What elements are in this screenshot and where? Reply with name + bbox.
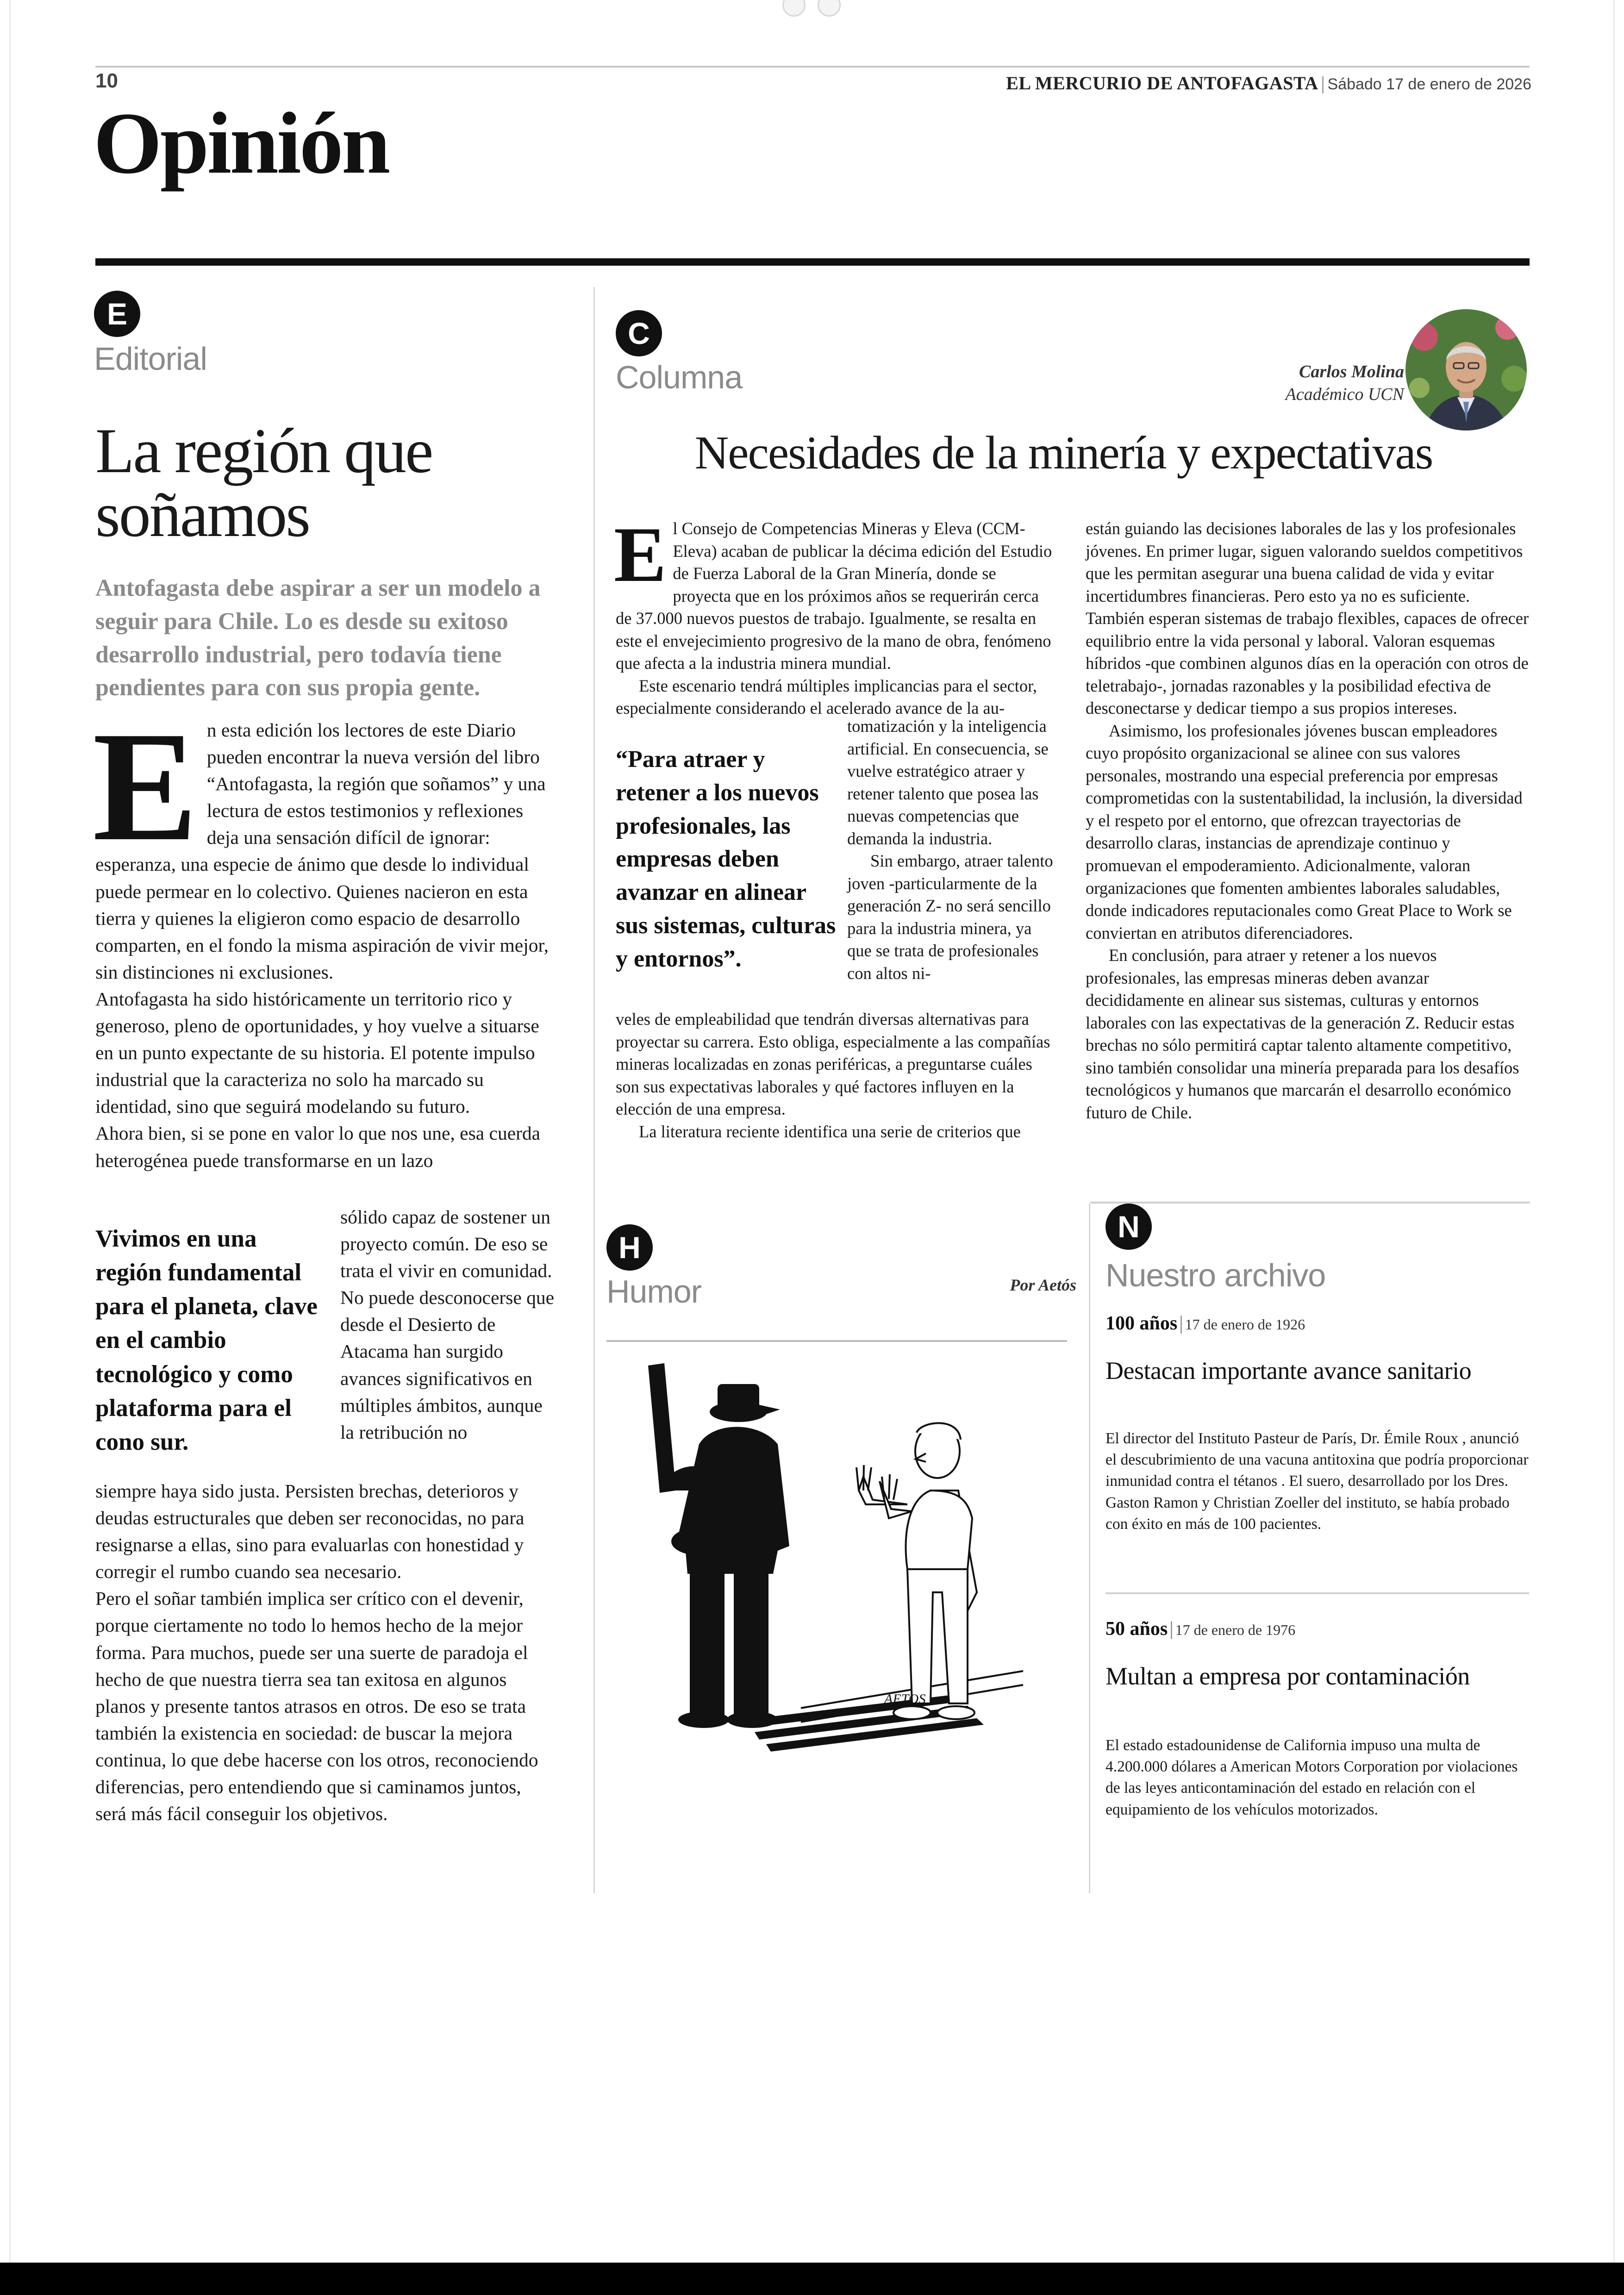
editorial-paragraph: n esta edición los lectores de este Diario pueden encontrar la nueva versión del libro “Antofagasta, la región que soñamos” y una lectura de estos testimonios y reflexiones deja una sensación difícil de ignorar: esperanza, una especie de ánimo que desde lo individual puede permear en lo colectivo. Quienes nacieron en esta tierra y quienes la eligieron como espacio de desarrollo comparten, en el fondo la misma aspiración de vivir mejor, sin distinciones ni exclusiones. — [95, 719, 549, 983]
archive-years: 100 años — [1106, 1313, 1178, 1334]
section-rule — [95, 258, 1530, 266]
column-kicker: Columna — [616, 359, 743, 395]
editorial-badge: E — [94, 291, 140, 337]
column-paragraph: Este escenario tendrá múltiples implicancias para el sector, especialmente considerando el acelerado avance de la au- — [616, 676, 1037, 718]
column-paragraph: En conclusión, para atraer y retener a los nuevos profesionales, las empresas mineras deben avanzar decididamente en alinear sus sistemas, culturas y entornos laborales con las expectativas de la generación Z. Reducir estas brechas no sólo permitirá captar talento altamente competitivo, sino también consolidar una minería preparada para los desafíos tecnológicos y humanos que marcarán el desarrollo económico futuro de Chile. — [1086, 946, 1519, 1122]
column-text-narrow — [847, 715, 1058, 985]
author-name: Carlos Molina — [1299, 362, 1404, 381]
page-indicator — [782, 0, 843, 14]
editorial-headline — [95, 415, 568, 550]
archive-item-text: El director del Instituto Pasteur de París, Dr. Émile Roux , anunció el descubrimiento de una vacuna antitoxina que podría proporcionar inmunidad contra el tétanos . El suero, desarrollado por los Dres. Gaston Ramon y Christian Zoeller del instituto, se había probado con éxito en más de 100 pacientes. — [1106, 1430, 1529, 1533]
column-dropcap: E — [614, 511, 667, 598]
masthead — [1006, 72, 1531, 94]
column-paragraph: están guiando las decisiones laborales de las y los profesionales jóvenes. En primer lugar, siguen valorando sueldos competitivos que les permitan asegurar una buena calidad de vida y evitar incertidumbres financieras. Pero esto ya no es suficiente. También esperan sistemas de trabajo flexibles, capaces de ofrecer equilibrio entre la vida personal y laboral. Valoran esquemas híbridos -que combinen algunos días en la operación con otros de teletrabajo-, jornadas razonables y la posibilidad efectiva de desconectarse y dedicar tiempo a sus propios intereses. — [1086, 519, 1529, 718]
archive-years: 50 años — [1106, 1618, 1168, 1640]
humor-rule — [606, 1340, 1067, 1342]
editorial-paragraph: siempre haya sido justa. Persisten brechas, deterioros y deudas estructurales que deben ser reconocidas, no para resignarse a ellas, sino para evaluarlas con honestidad y corregir el rumbo cuando sea necesario. — [95, 1480, 525, 1583]
previous-page-dot[interactable] — [782, 0, 806, 17]
editorial-paragraph: Antofagasta ha sido históricamente un territorio rico y generoso, pleno de oportunidades, y hoy vuelve a situarse en un punto expectante de su historia. El potente impulso industrial que la caracteriza no solo ha marcado su identidad, sino que seguirá modelando su futuro. — [95, 988, 539, 1117]
humor-kicker: Humor — [606, 1273, 702, 1310]
column-paragraph: veles de empleabilidad que tendrán diversas alternativas para proyectar su carrera. Esto obliga, especialmente a las compañías mineras localizadas en zonas periféricas, a preguntarse cuáles son sus expectativas laborales y qué factores influyen en la elección de una empresa. — [616, 1010, 1050, 1119]
top-rule — [95, 66, 1530, 68]
archive-separator: | — [1169, 1618, 1174, 1640]
editorial-deck: Antofagasta debe aspirar a ser un modelo a seguir para Chile. Lo es desde su exitoso desarrollo industrial, pero todavía tiene pendientes para con sus propia gente. — [95, 575, 541, 701]
cartoon-signature: AETOS — [884, 1691, 926, 1707]
editorial-kicker: Editorial — [94, 341, 207, 377]
archive-item-title: Destacan importante avance sanitario — [1106, 1357, 1472, 1384]
archive-top-rule — [1090, 1202, 1530, 1204]
column-paragraph: tomatización y la inteligencia artificial. En consecuencia, se vuelve estratégico atraer y retener talento que posea las nuevas competencias que demanda la industria. — [847, 717, 1049, 848]
column-paragraph: Sin embargo, atraer talento joven -particularmente de la generación Z- no será sencillo para la industria minera, ya que se trata de profesionales con altos ni- — [847, 851, 1053, 983]
editorial-dropcap: E — [93, 699, 198, 873]
archive-item-text: El estado estadounidense de California impuso una multa de 4.200.000 dólares a American Motors Corporation por violaciones de las leyes anticontaminación del estado en relación con el equipamiento de los vehículos motorizados. — [1106, 1737, 1518, 1818]
archive-badge: N — [1106, 1204, 1152, 1250]
humor-badge: H — [606, 1224, 653, 1271]
column-text-right — [1086, 518, 1530, 1124]
editorial-headline-line1: La región que — [95, 415, 432, 486]
editorial-side-column — [340, 1204, 558, 1446]
humor-author: Por Aetós — [1010, 1276, 1076, 1294]
column-badge: C — [616, 310, 662, 356]
archive-date: 17 de enero de 1976 — [1175, 1621, 1296, 1638]
section-title: Opinión — [94, 95, 389, 192]
editorial-pull-quote: Vivimos en una región fundamental para el planeta, clave en el cambio tecnológico y como plataforma para el cono sur. — [95, 1225, 318, 1455]
page-edge-left — [9, 0, 11, 2263]
editorial-tail — [95, 1478, 554, 1827]
author-photo — [1405, 309, 1527, 430]
column-text-top — [614, 511, 1058, 720]
column-paragraph: Asimismo, los profesionales jóvenes buscan empleadores cuyo propósito organizacional se alinee con sus valores personales, mostrando una especial preferencia por empresas comprometidas con la sustentabilidad, la inclusión, la diversidad y el respeto por el entorno, que ofrezcan trayectorias de desarrollo claras, instancias de aprendizaje continuo y promuevan el empoderamiento. Adicionalmente, valoran organizaciones que fomenten ambientes laborales saludables, donde indicadores reputacionales como Great Place to Work se conviertan en atributos diferenciadores. — [1086, 721, 1523, 942]
column-headline: Necesidades de la minería y expectativas — [694, 427, 1433, 479]
archive-date: 17 de enero de 1926 — [1185, 1316, 1305, 1333]
masthead-separator: | — [1321, 73, 1325, 94]
page-number: 10 — [95, 69, 118, 92]
archive-divider — [1106, 1592, 1529, 1594]
archive-item-header — [1106, 1312, 1305, 1335]
editorial-paragraph: sólido capaz de sostener un proyecto común. De eso se trata el vivir en comunidad. — [340, 1206, 552, 1282]
archive-separator: | — [1179, 1313, 1183, 1334]
publication-name: EL MERCURIO DE ANTOFAGASTA — [1006, 73, 1318, 94]
page-edge-right — [1613, 0, 1615, 2263]
editorial-paragraph: No puede desconocerse que desde el Desierto de Atacama han surgido avances significativos en múltiples ámbitos, aunque la retribución no — [340, 1287, 555, 1443]
editorial-intro — [93, 699, 554, 1174]
column-pull-quote: “Para atraer y retener a los nuevos profesionales, las empresas deben avanzar en alinear sus sistemas, culturas y entornos”. — [616, 746, 836, 972]
archive-item-title: Multan a empresa por contaminación — [1106, 1662, 1470, 1690]
column-paragraph: l Consejo de Competencias Mineras y Eleva (CCM-Eleva) acaban de publicar la décima edición del Estudio de Fuerza Laboral de la Gran Minería, donde se proyecta que en los próximos años se requerirán cerca de 37.000 nuevos puestos de trabajo. Igualmente, se resalta en este el envejecimiento progresivo de la mano de obra, fenómeno que afecta a la industria minera mundial. — [616, 519, 1052, 673]
archive-kicker: Nuestro archivo — [1106, 1257, 1326, 1293]
archive-item-header — [1106, 1618, 1295, 1640]
column-divider-right — [1089, 1204, 1090, 1893]
viewer-bottom-bar — [0, 2263, 1624, 2295]
editorial-headline-line2: soñamos — [95, 479, 309, 550]
column-divider-left — [593, 287, 595, 1893]
author-role: Académico UCN — [1285, 385, 1404, 404]
issue-date: Sábado 17 de enero de 2026 — [1327, 75, 1531, 93]
column-text-bottom — [616, 1008, 1058, 1143]
column-paragraph: La literatura reciente identifica una serie de criterios que — [639, 1122, 1021, 1141]
humor-cartoon — [606, 1352, 1069, 1777]
editorial-paragraph: Ahora bien, si se pone en valor lo que nos une, esa cuerda heterogénea puede transformarse en un lazo — [95, 1123, 541, 1171]
editorial-paragraph: Pero el soñar también implica ser crítico con el devenir, porque ciertamente no todo lo hemos hecho de la mejor forma. Para muchos, puede ser una suerte de paradoja el hecho de que nuestra tierra sea tan exitosa en algunos planos y presente tantos atrasos en otros. De eso se trata también la existencia en sociedad: de buscar la mejora continua, lo que debe hacerse con los otros, reconociendo diferencias, pero entendiendo que si caminamos juntos, será más fácil conseguir los objetivos. — [95, 1588, 538, 1825]
next-page-dot[interactable] — [818, 0, 841, 17]
